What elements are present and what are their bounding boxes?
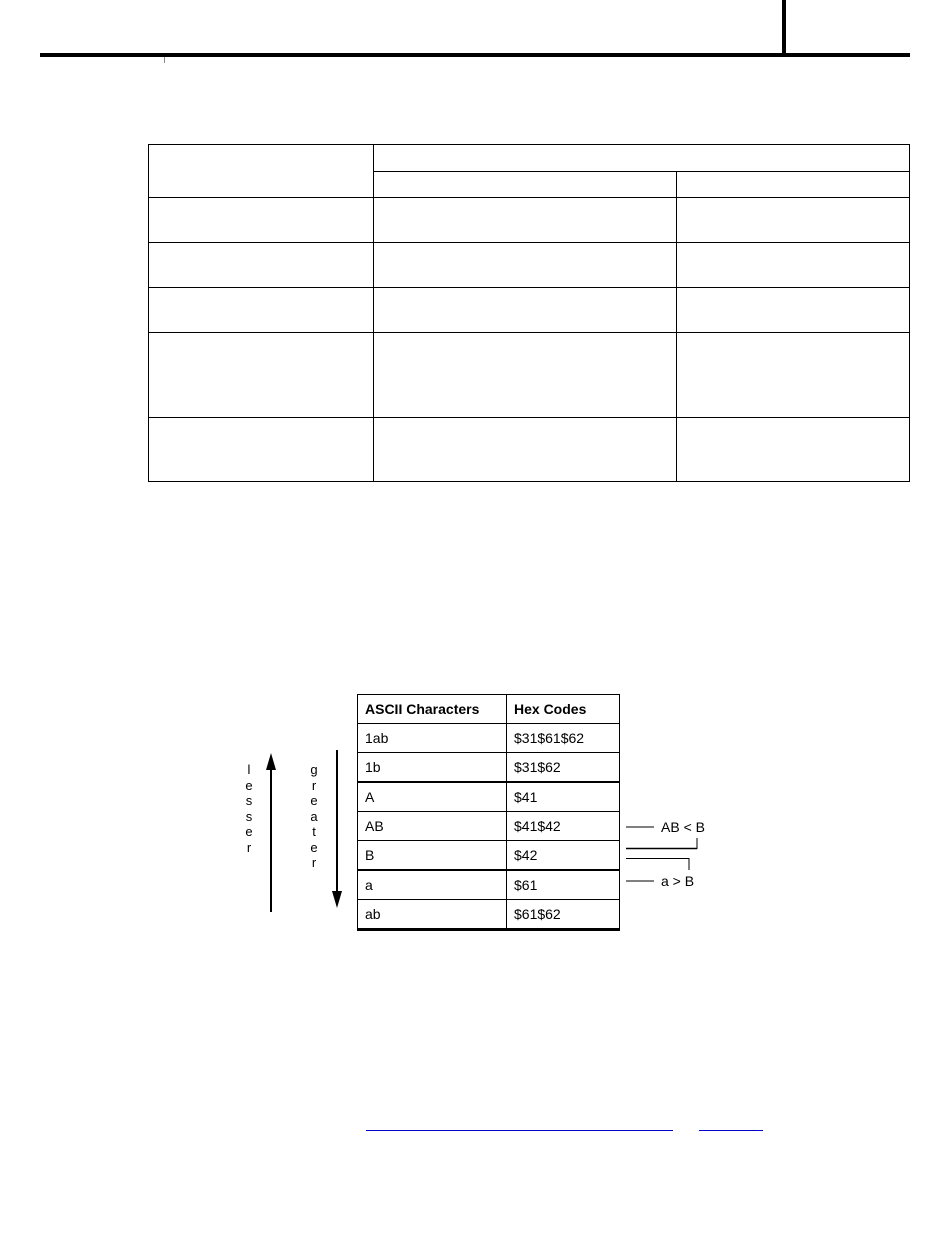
table-row — [358, 782, 620, 812]
lesser-label-letter: s — [245, 808, 253, 824]
a-greater-than-b-note: a > B — [661, 873, 695, 889]
ascii-char-cell: A — [358, 782, 507, 812]
lesser-label-letter: e — [245, 824, 253, 839]
ascii-char-cell: B — [358, 841, 507, 871]
hex-code-cell: $42 — [507, 841, 620, 871]
footer-link-2[interactable] — [699, 1130, 763, 1131]
ascii-table — [357, 694, 620, 931]
ascii-char-cell: 1b — [358, 753, 507, 783]
lesser-label — [243, 762, 255, 855]
greater-arrow — [332, 750, 342, 908]
greater-label-letter: r — [311, 855, 317, 870]
lesser-label-letter: s — [245, 793, 253, 808]
hex-code-cell: $31$61$62 — [507, 724, 620, 753]
hex-codes-header: Hex Codes — [507, 695, 620, 724]
hex-code-cell: $31$62 — [507, 753, 620, 783]
greater-label-letter: e — [310, 839, 318, 855]
ascii-char-cell: a — [358, 870, 507, 900]
greater-label-letter: a — [310, 808, 318, 824]
hex-code-cell: $61$62 — [507, 900, 620, 930]
ascii-char-cell: ab — [358, 900, 507, 930]
ascii-char-cell: 1ab — [358, 724, 507, 753]
greater-label-letter: e — [310, 793, 318, 808]
ascii-char-cell: AB — [358, 812, 507, 841]
table-row — [358, 812, 620, 841]
greater-label-letter: r — [311, 777, 317, 793]
ab-less-than-b-note: AB < B — [661, 819, 705, 835]
lesser-arrow — [266, 753, 276, 912]
hex-code-cell: $61 — [507, 870, 620, 900]
ascii-characters-header: ASCII Characters — [358, 695, 507, 724]
greater-label — [308, 762, 320, 871]
lesser-label-letter: e — [245, 777, 253, 793]
hex-code-cell: $41 — [507, 782, 620, 812]
table-row — [358, 900, 620, 930]
lesser-label-letter: l — [247, 762, 251, 777]
hex-code-cell: $41$42 — [507, 812, 620, 841]
greater-label-letter: g — [310, 762, 318, 777]
table-row — [358, 724, 620, 753]
greater-label-letter: t — [312, 824, 316, 839]
table-row — [358, 841, 620, 871]
table-row — [358, 870, 620, 900]
table-row — [358, 753, 620, 783]
ascii-table-header — [358, 695, 620, 724]
footer-link-1[interactable] — [366, 1130, 673, 1131]
lesser-label-letter: r — [246, 839, 252, 855]
